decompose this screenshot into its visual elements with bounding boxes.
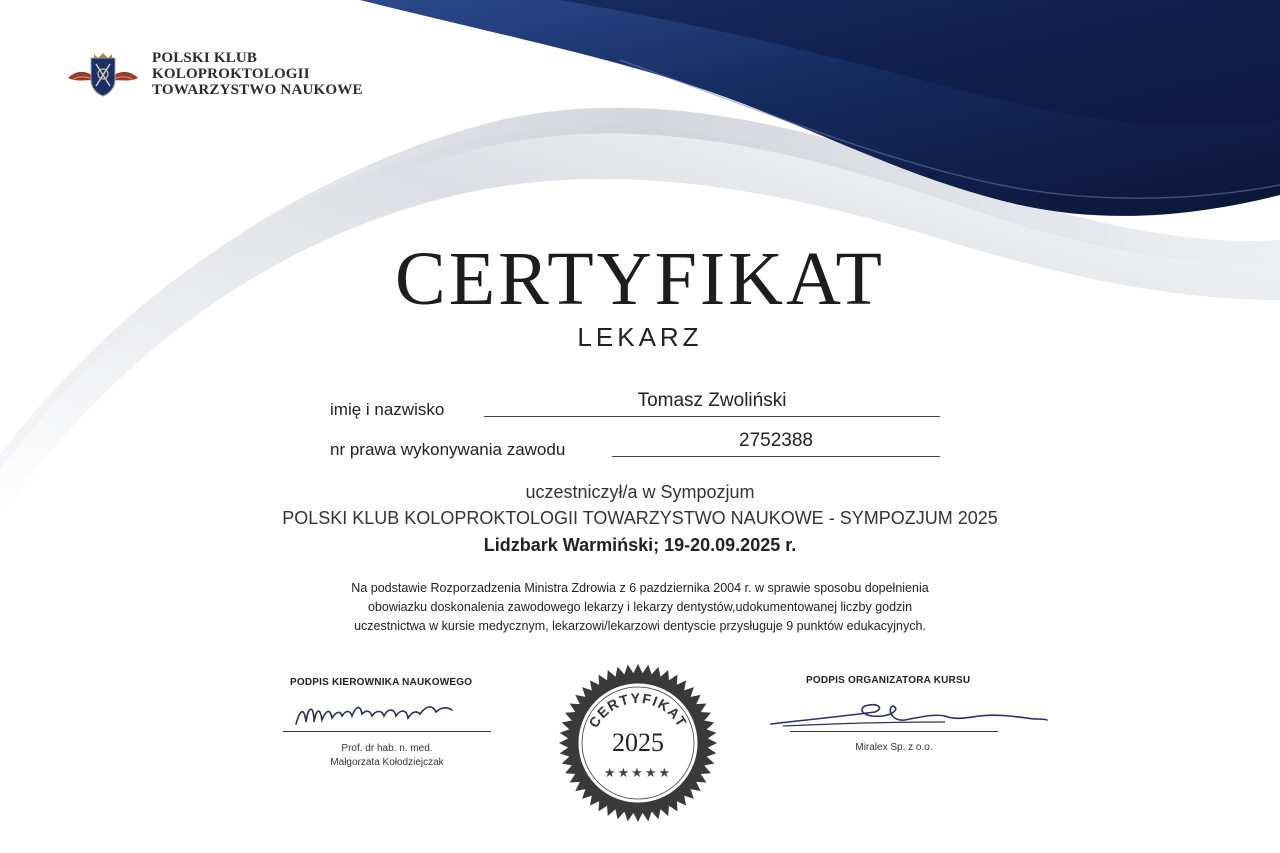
legal-line1: Na podstawie Rozporzadzenia Ministra Zdrowia z 6 pazdziernika 2004 r. w sprawie sposobu dopełnienia [351, 581, 929, 595]
license-underline [612, 456, 940, 457]
scientific-director-name [283, 742, 491, 770]
organization-name-line2: KOLOPROKTOLOGII [152, 66, 310, 82]
legal-line3: uczestnictwa w kursie medycznym, lekarzowi/lekarzowi dentyscie przysługuje 9 punktów edukacyjnych. [354, 619, 926, 633]
scientific-director-signature-line [283, 731, 491, 732]
club-emblem-logo [66, 50, 140, 98]
certificate-title: CERTYFIKAT [395, 237, 885, 321]
participation-text: uczestniczył/a w Sympozjum [525, 482, 755, 502]
scientific-director-fullname: Małgorzata Kołodziejczak [330, 757, 444, 768]
scientific-director-signature-heading: PODPIS KIEROWNIKA NAUKOWEGO [290, 677, 473, 688]
license-value: 2752388 [739, 430, 813, 451]
course-organizer-signature-heading: PODPIS ORGANIZATORA KURSU [806, 675, 971, 686]
course-organizer-signature-line [790, 731, 998, 732]
legal-line2: obowiazku doskonalenia zawodowego lekarzy i lekarzy dentystów,udokumentowanej liczby godzin [367, 600, 913, 614]
scientific-director-handwritten-signature [290, 696, 470, 732]
symposium-location-date: Lidzbark Warmiński; 19-20.09.2025 r. [483, 535, 797, 555]
seal-top-text: CERTYFIKAT [585, 689, 691, 731]
name-underline [484, 416, 940, 417]
certificate-seal [558, 663, 718, 823]
course-organizer-name: Miralex Sp. z o.o. [855, 742, 933, 753]
name-label: imię i nazwisko [330, 400, 445, 419]
certificate-subtitle: LEKARZ [577, 322, 703, 352]
seal-year: 2025 [612, 728, 664, 757]
organization-name [152, 50, 363, 98]
legal-basis-text [0, 579, 1280, 636]
name-value: Tomasz Zwoliński [637, 390, 787, 411]
symposium-name: POLSKI KLUB KOLOPROKTOLOGII TOWARZYSTWO NAUKOWE - SYMPOZJUM 2025 [282, 508, 998, 528]
organization-name-line3: TOWARZYSTWO NAUKOWE [152, 82, 363, 98]
scientific-director-title: Prof. dr hab. n. med. [341, 743, 433, 754]
seal-stars: ★★★★★ [603, 766, 673, 781]
organization-name-line1: POLSKI KLUB [152, 50, 258, 66]
license-label: nr prawa wykonywania zawodu [330, 440, 566, 459]
